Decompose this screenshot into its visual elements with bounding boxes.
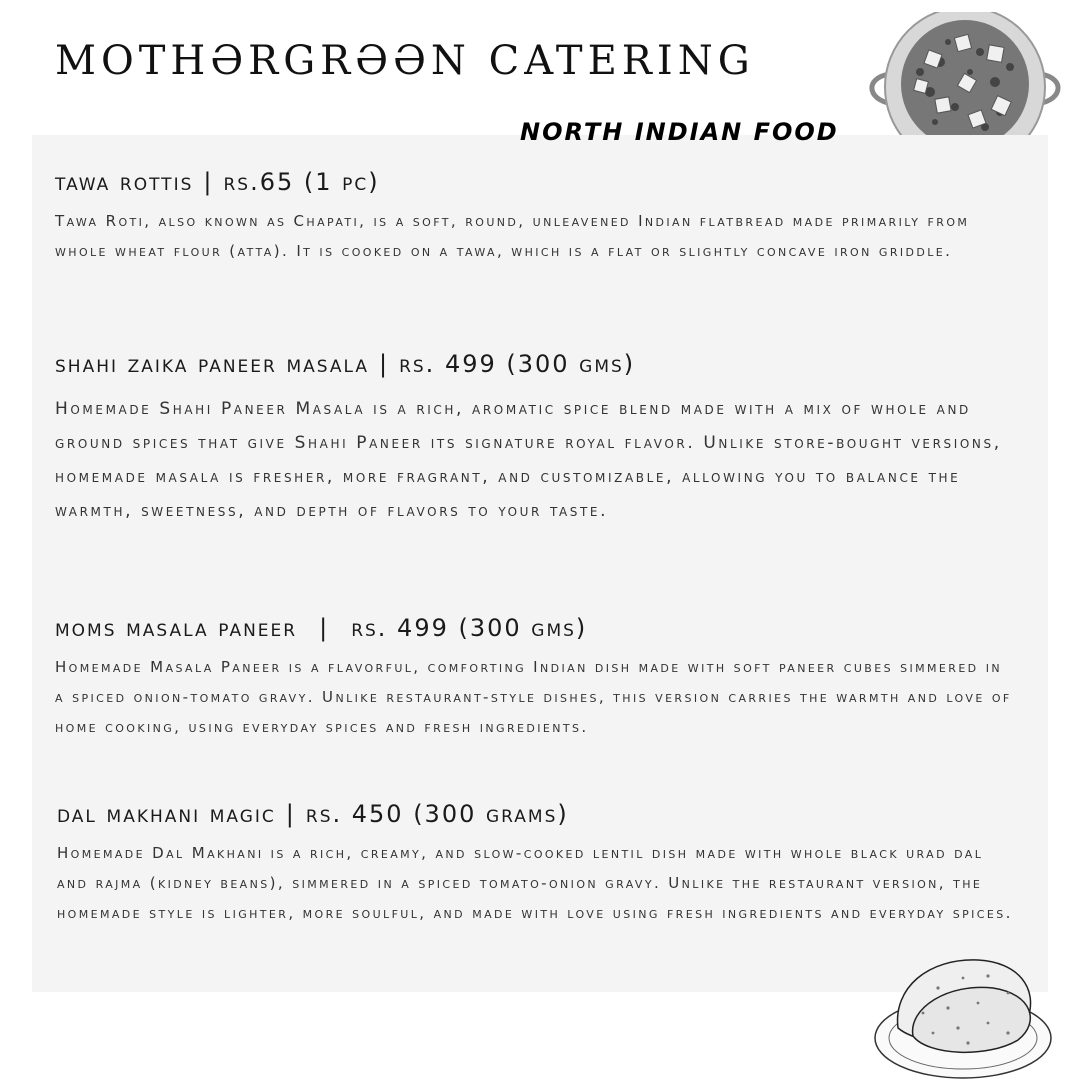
item-price: rs. 450 (300 grams) <box>305 800 569 828</box>
item-price: rs. 499 (300 gms) <box>351 614 588 642</box>
item-price: rs. 499 (300 gms) <box>399 350 636 378</box>
item-name: shahi zaika paneer masala <box>55 350 369 378</box>
separator: | <box>203 168 214 196</box>
item-description: Tawa Roti, also known as Chapati, is a soft, round, unleavened Indian flatbread made primarily from whole wheat flour (atta). It is cooked on a tawa, which is a flat or slightly concave iron griddle. <box>55 212 970 260</box>
item-name: moms masala paneer <box>55 614 298 642</box>
section-title: NORTH INDIAN FOOD <box>520 118 839 146</box>
item-description: Homemade Shahi Paneer Masala is a rich, aromatic spice blend made with a mix of whole and ground spices that give Shahi Paneer its signature royal flavor. Unlike store-bought versions, homemade masala is fresher, more fragrant, and customizable, allowing you to balance the warmth, sweetness, and depth of flavors to your taste. <box>55 399 1002 521</box>
item-description: Homemade Dal Makhani is a rich, creamy, and slow-cooked lentil dish made with whole black urad dal and rajma (kidney beans), simmered in a spiced tomato-onion gravy. Unlike the restaurant version, the homemade style is lighter, more soulful, and made with love using fresh ingredients and everyday spices. <box>57 844 1013 922</box>
menu-item <box>57 800 1017 928</box>
menu-item <box>55 614 1015 742</box>
separator: | <box>319 614 330 642</box>
roti-plate-icon <box>868 948 1058 1080</box>
separator: | <box>378 350 390 378</box>
menu-item-title <box>55 350 1015 378</box>
menu-item <box>55 168 1015 266</box>
brand-title: MOTHƏRGRƏƏN CATERING <box>55 38 755 84</box>
item-description: Homemade Masala Paneer is a flavorful, comforting Indian dish made with soft paneer cubes simmered in a spiced onion-tomato gravy. Unlike restaurant-style dishes, this version carries the warmth and love of home cooking, using everyday spices and fresh ingredients. <box>55 658 1012 736</box>
item-name: tawa rottis <box>55 168 194 196</box>
menu-item <box>55 350 1015 528</box>
menu-item-title <box>55 168 1015 196</box>
menu-item-title <box>55 614 1015 642</box>
separator: | <box>285 800 296 828</box>
item-price: rs.65 (1 pc) <box>223 168 380 196</box>
menu-item-title <box>57 800 1017 828</box>
item-name: dal makhani magic <box>57 800 276 828</box>
